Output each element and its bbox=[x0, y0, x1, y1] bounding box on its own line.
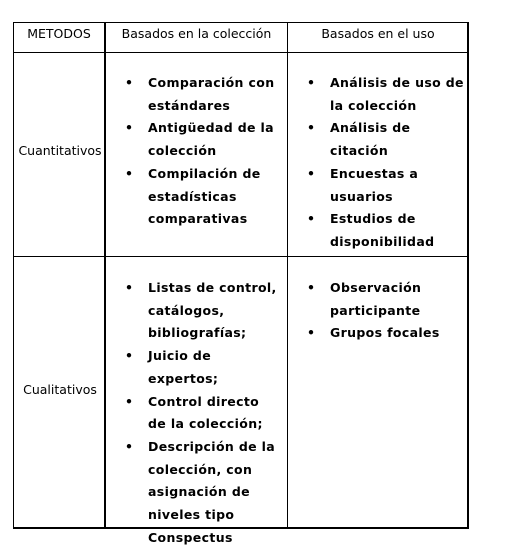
list-item bbox=[307, 72, 470, 117]
list-item bbox=[307, 163, 470, 208]
row-label-cualitativos: Cualitativos bbox=[23, 382, 97, 397]
bullet-icon: • bbox=[307, 211, 316, 227]
list-item-text: Compilación de estadísticas comparativas bbox=[148, 165, 261, 227]
list-item-text: Comparación con estándares bbox=[148, 75, 275, 113]
bullet-icon: • bbox=[125, 75, 134, 90]
row-divider bbox=[14, 256, 467, 257]
list-item-text: Observación participante bbox=[330, 280, 422, 318]
list-item bbox=[307, 277, 470, 322]
list-item-text: Grupos focales bbox=[330, 325, 440, 341]
bullet-icon: • bbox=[125, 280, 134, 295]
row-divider bbox=[14, 52, 467, 53]
header-uso: Basados en el uso bbox=[321, 26, 435, 41]
row-label-cuantitativos: Cuantitativos bbox=[18, 143, 102, 158]
header-coleccion: Basados en la colección bbox=[121, 26, 272, 41]
list-item bbox=[307, 322, 470, 345]
list-item-text: Antigüedad de la colección bbox=[148, 120, 274, 159]
list-item bbox=[307, 208, 470, 253]
bullet-icon: • bbox=[125, 165, 134, 181]
list-item-text: Listas de control, catálogos, bibliografías; bbox=[148, 280, 277, 341]
list-item bbox=[125, 391, 280, 436]
list-item bbox=[125, 117, 278, 162]
bullet-icon: • bbox=[307, 280, 316, 295]
list-item bbox=[125, 436, 280, 549]
bullet-icon: • bbox=[125, 120, 134, 136]
cell-cualitativos-coleccion bbox=[125, 277, 280, 549]
bullet-icon: • bbox=[307, 120, 316, 136]
bullet-icon: • bbox=[125, 438, 134, 454]
bullet-icon: • bbox=[307, 165, 316, 181]
column-divider bbox=[287, 23, 288, 527]
column-divider bbox=[104, 23, 106, 527]
bullet-icon: • bbox=[307, 325, 316, 341]
bullet-icon: • bbox=[125, 348, 134, 364]
cell-cuantitativos-coleccion bbox=[125, 72, 278, 231]
list-item bbox=[125, 345, 280, 390]
list-item-text: Control directo de la colección; bbox=[148, 393, 263, 432]
list-item-text: Análisis de citación bbox=[330, 120, 411, 159]
list-item bbox=[125, 163, 278, 231]
list-item bbox=[307, 117, 470, 162]
cell-cuantitativos-uso bbox=[307, 72, 470, 254]
bullet-icon: • bbox=[125, 393, 134, 409]
list-item-text: Descripción de la colección, con asignación de niveles tipo Conspectus bbox=[148, 438, 276, 545]
list-item bbox=[125, 277, 280, 345]
bullet-icon: • bbox=[307, 75, 316, 90]
methods-table bbox=[13, 22, 469, 545]
list-item-text: Encuestas a usuarios bbox=[330, 165, 419, 204]
header-metodos: METODOS bbox=[27, 26, 91, 41]
list-item-text: Estudios de disponibilidad bbox=[330, 211, 435, 249]
list-item-text: Juicio de expertos; bbox=[148, 348, 219, 386]
cell-cualitativos-uso bbox=[307, 277, 470, 345]
list-item-text: Análisis de uso de la colección bbox=[330, 75, 464, 113]
list-item bbox=[125, 72, 278, 117]
